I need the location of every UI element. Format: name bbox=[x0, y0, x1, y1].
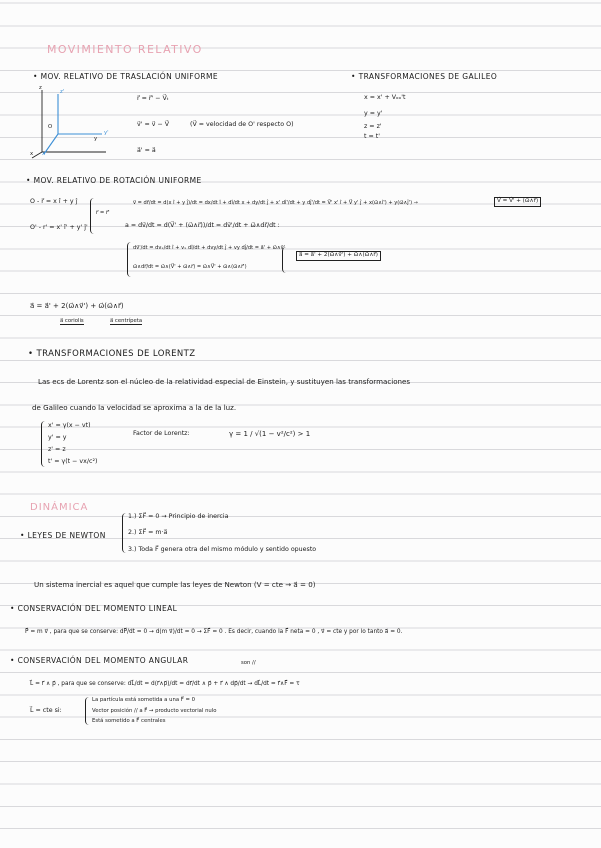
newton-law: 1.) ΣF⃗ = 0 → Principio de inercia bbox=[128, 513, 229, 520]
momento-angular-cte: L⃗ = cte si: bbox=[30, 707, 62, 714]
galileo-line: z = z' bbox=[364, 123, 382, 130]
lorentz-paragraph-line-1: Las ecs de Lorentz son el núcleo de la relatividad especial de Einstein, y sustituyen las transformaciones bbox=[38, 377, 411, 386]
momento-angular-heading: • CONSERVACIÓN DEL MOMENTO ANGULAR bbox=[10, 656, 189, 665]
inertial-system-definition: Un sistema inercial es aquel que cumple las leyes de Newton (V = cte → a⃗ = 0) bbox=[34, 580, 316, 589]
frame-O-axes bbox=[32, 90, 106, 158]
axis-z-label: z bbox=[39, 85, 42, 91]
momento-angular-brace bbox=[85, 697, 90, 725]
newton-law: 3.) Toda F⃗ genera otra del mismo módulo y sentido opuesto bbox=[128, 546, 317, 553]
lorentz-eq: t' = γ(t − vx/c²) bbox=[48, 458, 98, 465]
galileo-line: y = y' bbox=[364, 110, 383, 117]
momento-angular-condition: La partícula está sometida a una F⃗ = 0 bbox=[92, 697, 195, 703]
axis-x-prime-label: x' bbox=[42, 151, 47, 157]
rotation-acceleration-def: a = dv⃗/dt = d(V⃗' + (ω⃗∧r⃗))/dt = dv⃗'/dt + ω⃗∧dr⃗/dt : bbox=[125, 222, 280, 229]
dinamica-title: DINÁMICA bbox=[30, 502, 89, 513]
galileo-line: t = t' bbox=[364, 133, 380, 140]
rotation-r-equality: r⃗ = r⃗' bbox=[96, 210, 110, 216]
lorentz-heading: • TRANSFORMACIONES DE LORENTZ bbox=[28, 349, 196, 359]
galileo-heading: • TRANSFORMACIONES DE GALILEO bbox=[351, 72, 498, 81]
rotation-frame-O: O - r⃗ = x î + y ĵ bbox=[30, 198, 78, 205]
axis-z-prime-label: z' bbox=[60, 89, 65, 95]
coriolis-label: a⃗ coriolis bbox=[60, 318, 84, 324]
lorentz-brace bbox=[41, 421, 46, 467]
momento-angular-condition: Vector posición // a F⃗ → producto vectorial nulo bbox=[92, 708, 217, 714]
axis-y-prime-label: y' bbox=[104, 130, 109, 136]
acceleration-term-1: dv⃗'/dt = dvₓ/dt î + vₓ dî/dt + dvy/dt ĵ + vy dĵ/dt = a⃗' + ω⃗∧v⃗' bbox=[133, 245, 286, 251]
newton-brace bbox=[122, 513, 127, 553]
axis-y-label: y bbox=[94, 136, 98, 142]
acceleration-result-brace bbox=[282, 247, 286, 273]
galileo-line: x = x' + Vₒₒ't bbox=[364, 94, 406, 101]
rotation-brace bbox=[90, 198, 95, 234]
traslacion-heading: • MOV. RELATIVO DE TRASLACIÓN UNIFORME bbox=[33, 72, 219, 81]
rotation-frame-O-prime: O' - r' = x' î' + y' ĵ' bbox=[30, 224, 88, 231]
rotacion-heading: • MOV. RELATIVO DE ROTACIÓN UNIFORME bbox=[26, 176, 202, 185]
newton-law: 2.) ΣF⃗ = m·a⃗ bbox=[128, 529, 168, 536]
reference-frames-diagram bbox=[26, 86, 116, 161]
frame-O-prime-axes bbox=[44, 94, 102, 154]
centripetal-label: a⃗ centrípeta bbox=[110, 318, 143, 324]
lorentz-eq: z' = z bbox=[48, 446, 66, 453]
lorentz-gamma: γ = 1 / √(1 − v²/c²) > 1 bbox=[229, 430, 311, 438]
acceleration-brace bbox=[127, 242, 132, 277]
page-title: MOVIMIENTO RELATIVO bbox=[47, 43, 203, 56]
momento-angular-condition: Está sometido a F⃗ centrales bbox=[92, 718, 166, 724]
translation-eq-note: (V⃗ = velocidad de O' respecto O) bbox=[190, 121, 294, 128]
rotation-velocity-result: V⃗ = V⃗' + (ω⃗∧r⃗) bbox=[494, 197, 541, 207]
axis-x-label: x bbox=[30, 151, 34, 157]
translation-eq-velocity: v⃗' = v⃗ − V⃗ bbox=[137, 121, 170, 128]
acceleration-term-2: ω⃗∧dr⃗/dt = ω⃗∧(V⃗' + ω⃗∧r⃗) = ω⃗∧V⃗' + ω⃗∧(ω⃗∧r⃗') bbox=[133, 264, 247, 270]
translation-eq-position: r⃗ = r⃗' − V⃗ₜ bbox=[137, 95, 169, 102]
momento-lineal-heading: • CONSERVACIÓN DEL MOMENTO LINEAL bbox=[10, 604, 178, 613]
acceleration-result-box: a⃗ = a⃗' + 2(ω⃗∧v⃗') + ω⃗∧(ω⃗∧r⃗) bbox=[296, 251, 381, 261]
momento-lineal-text: P⃗ = m v⃗ , para que se conserve: dP⃗/dt = 0 → d(m v⃗)/dt = 0 → ΣF⃗ = 0 . Es decir, cuando la F⃗ neta = 0 , v⃗ = cte y por lo tanto a⃗ = 0. bbox=[25, 629, 403, 635]
lorentz-eq: y' = y bbox=[48, 434, 67, 441]
lorentz-factor-label: Factor de Lorentz: bbox=[133, 430, 190, 437]
newton-heading: • LEYES DE NEWTON bbox=[20, 531, 106, 540]
translation-eq-acceleration: a⃗' = a⃗ bbox=[137, 147, 156, 154]
momento-angular-eq: L⃗ = r⃗ ∧ p⃗ , para que se conserve: dL⃗/dt = d(r⃗∧p⃗)/dt = dr⃗/dt ∧ p⃗ + r⃗ ∧ dp⃗/dt → dL⃗/dt = r⃗∧F⃗ = τ bbox=[30, 681, 300, 687]
lorentz-paragraph-line-2: de Galileo cuando la velocidad se aproxima a la de la luz. bbox=[32, 403, 237, 412]
rotation-velocity-derivation: v⃗ = dr⃗/dt = d(x î + y ĵ)/dt = dx/dt î + dî/dt x + dy/dt ĵ + x' dî'/dt + y dĵ'/dt = V⃗' x' î + V⃗ y' ĵ + x(ω⃗∧î') + y(ω⃗∧ĵ') → bbox=[133, 200, 418, 206]
origin-label: O bbox=[48, 124, 53, 130]
momento-angular-note: son // bbox=[241, 660, 256, 666]
lorentz-eq: x' = γ(x − vt) bbox=[48, 422, 91, 429]
total-acceleration-eq: a⃗ = a⃗' + 2(ω⃗∧v⃗') + ω⃗(ω⃗∧r⃗) bbox=[30, 302, 124, 310]
